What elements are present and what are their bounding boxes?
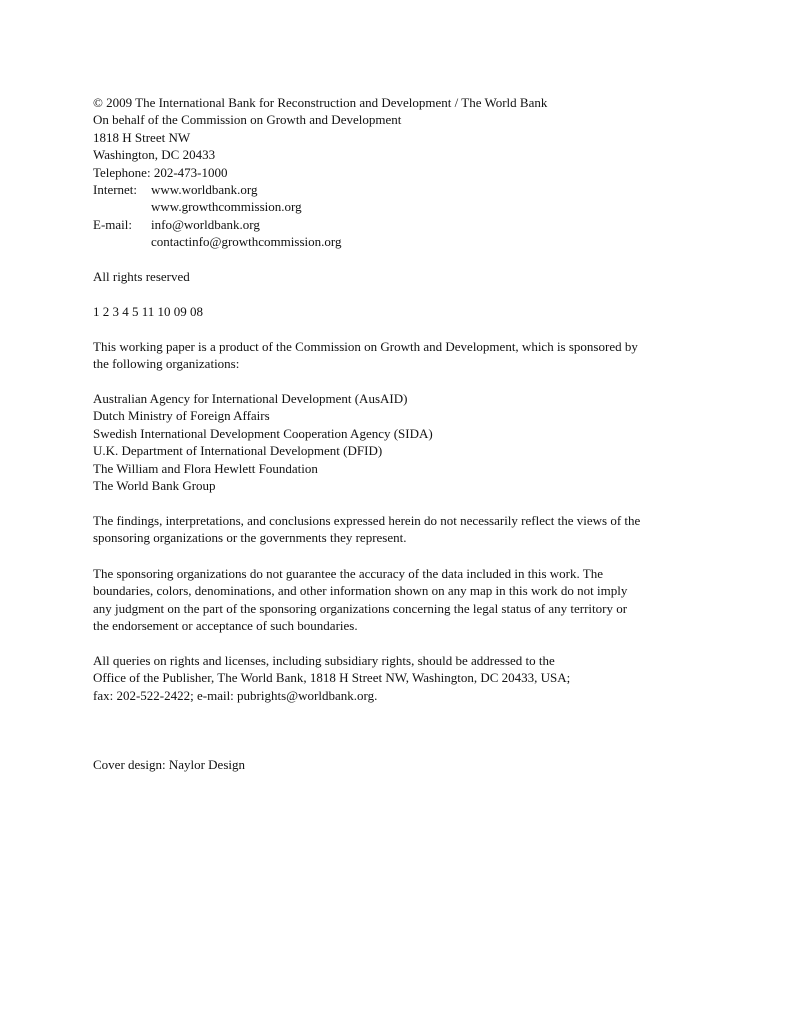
paragraph-line: fax: 202-522-2422; e-mail: pubrights@worldbank.org. <box>93 687 378 703</box>
telephone-line: Telephone: 202-473-1000 <box>93 164 228 180</box>
list-item: The World Bank Group <box>93 477 216 493</box>
paragraph-line: boundaries, colors, denominations, and other information shown on any map in this work do not imply <box>93 583 628 599</box>
printing-number: 1 2 3 4 5 11 10 09 08 <box>93 304 204 319</box>
paragraph-line: the endorsement or acceptance of such boundaries. <box>93 618 358 634</box>
email-link[interactable]: info@worldbank.org <box>151 216 260 232</box>
city-line: Washington, DC 20433 <box>93 147 216 163</box>
publisher-info <box>93 94 547 251</box>
email-link[interactable]: contactinfo@growthcommission.org <box>151 234 342 250</box>
email-row <box>93 216 547 233</box>
printing-line <box>93 303 203 320</box>
internet-label: Internet: <box>93 181 138 197</box>
list-item: Australian Agency for International Development (AusAID) <box>93 391 408 406</box>
internet-row <box>93 198 547 215</box>
street-line: 1818 H Street NW <box>93 129 191 145</box>
behalf-line: On behalf of the Commission on Growth and Development <box>93 112 402 128</box>
internet-link[interactable]: www.worldbank.org <box>151 181 258 197</box>
list-item: Dutch Ministry of Foreign Affairs <box>93 408 270 424</box>
copyright-line: © 2009 The International Bank for Reconstruction and Development / The World Bank <box>93 95 548 110</box>
internet-link[interactable]: www.growthcommission.org <box>151 199 302 215</box>
email-label: E-mail: <box>93 216 132 232</box>
list-item: Swedish International Development Cooperation Agency (SIDA) <box>93 425 433 441</box>
cover-design-line: Cover design: Naylor Design <box>93 757 246 772</box>
cover-credit <box>93 756 245 773</box>
list-item: U.K. Department of International Development (DFID) <box>93 443 383 459</box>
paragraph-line: All queries on rights and licenses, including subsidiary rights, should be addressed to the <box>93 653 555 668</box>
paragraph-line: Office of the Publisher, The World Bank, 1818 H Street NW, Washington, DC 20433, USA; <box>93 670 571 686</box>
sponsor-intro <box>93 338 638 373</box>
paragraph-line: the following organizations: <box>93 356 240 372</box>
rights-line: All rights reserved <box>93 269 190 284</box>
list-item: The William and Flora Hewlett Foundation <box>93 460 318 476</box>
paragraph-line: any judgment on the part of the sponsoring organizations concerning the legal status of any territory or <box>93 600 628 616</box>
sponsor-list <box>93 390 433 494</box>
queries-paragraph <box>93 652 570 704</box>
findings-paragraph <box>93 512 640 547</box>
internet-row <box>93 181 547 198</box>
paragraph-line: The sponsoring organizations do not guarantee the accuracy of the data included in this work. The <box>93 566 603 581</box>
rights-text <box>93 268 190 285</box>
disclaimer-paragraph <box>93 565 627 635</box>
paragraph-line: The findings, interpretations, and conclusions expressed herein do not necessarily reflect the views of the <box>93 513 641 528</box>
paragraph-line: sponsoring organizations or the governments they represent. <box>93 530 407 546</box>
email-row <box>93 233 547 250</box>
paragraph-line: This working paper is a product of the Commission on Growth and Development, which is sponsored by <box>93 339 638 354</box>
